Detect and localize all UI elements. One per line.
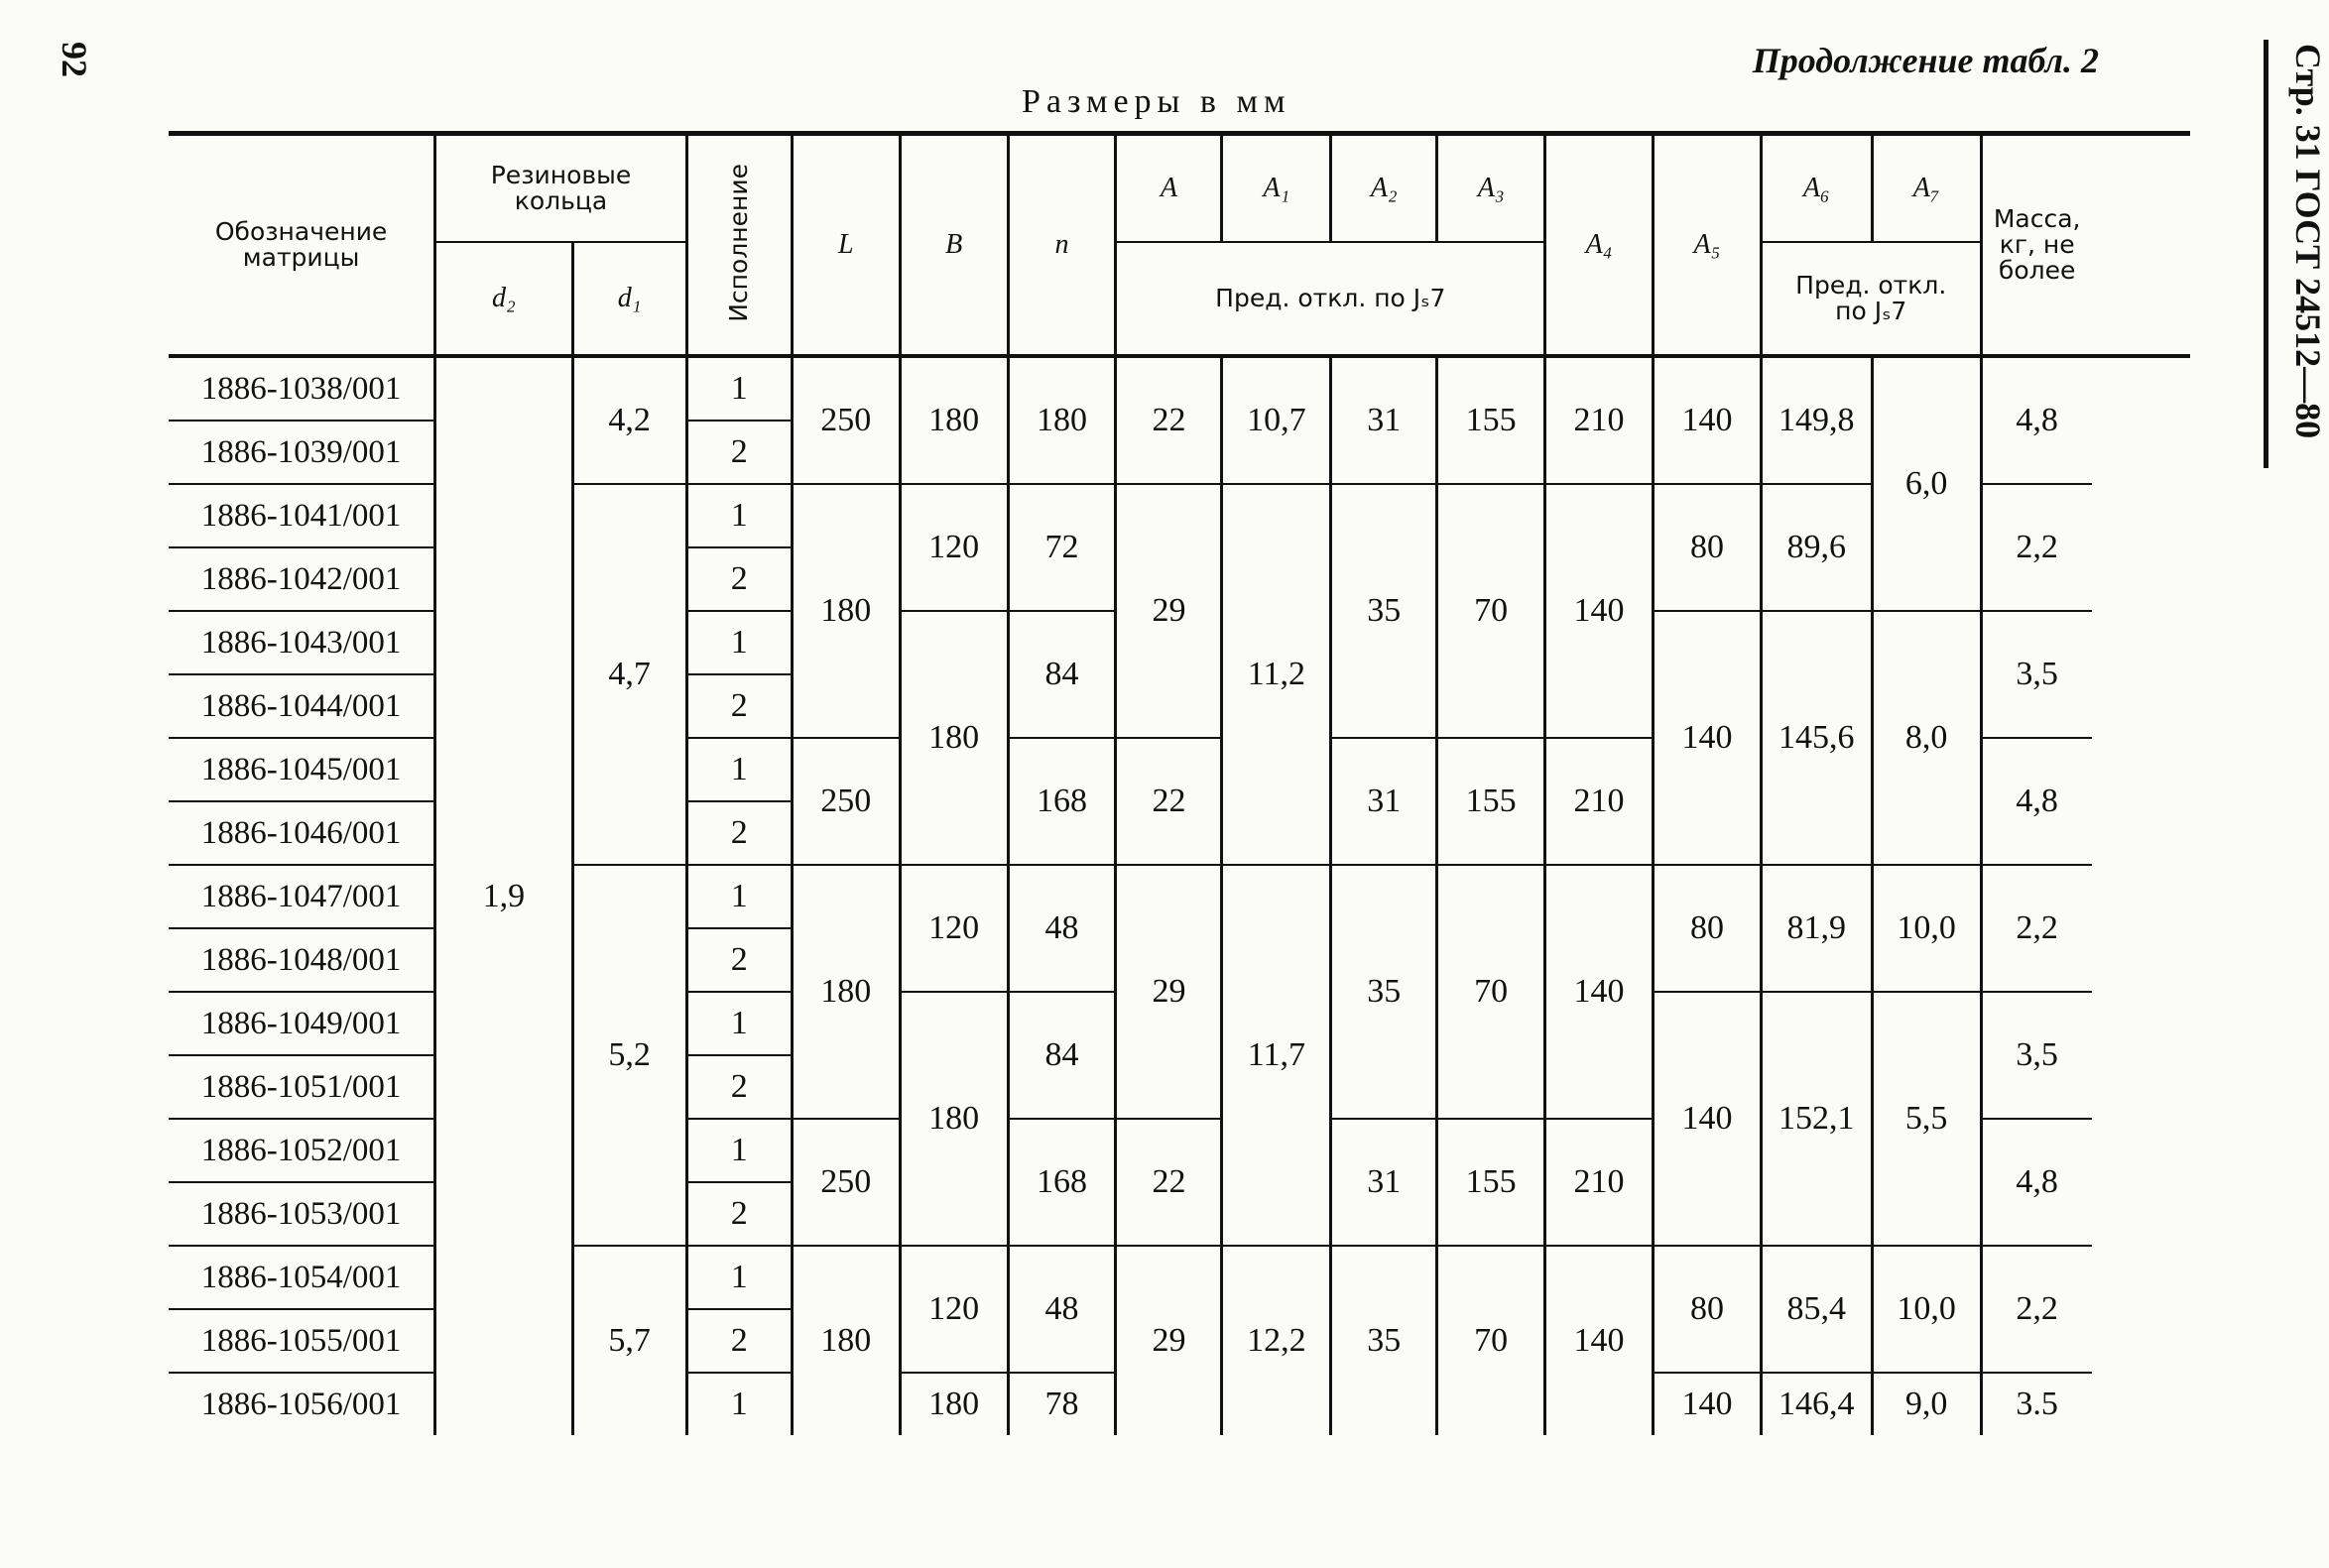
d1-cell: 4,7: [572, 484, 686, 865]
A2-cell: 31: [1331, 738, 1437, 865]
header-A1: A₁: [1222, 134, 1331, 243]
mass-cell: 3.5: [1981, 1373, 2092, 1435]
A6-cell: 81,9: [1761, 865, 1872, 992]
dimensions-table: [169, 131, 2190, 1435]
d1-cell: 5,2: [572, 865, 686, 1246]
A-cell: 29: [1116, 1246, 1222, 1435]
header-B: B: [900, 134, 1008, 357]
n-cell: 72: [1008, 484, 1116, 611]
designation-cell: 1886-1053/001: [169, 1182, 435, 1246]
A7-cell: 10,0: [1872, 865, 1981, 992]
header-mass: Масса, кг, не более: [1981, 134, 2092, 357]
d1-cell: 4,2: [572, 356, 686, 484]
header-tolerance-a: Пред. откл. по Jₛ7: [1116, 242, 1545, 356]
B-cell: 120: [900, 484, 1008, 611]
A5-cell: 140: [1654, 611, 1762, 865]
B-cell: 180: [900, 1373, 1008, 1435]
designation-cell: 1886-1042/001: [169, 547, 435, 611]
exec-cell: 2: [686, 547, 792, 611]
A3-cell: 155: [1437, 356, 1545, 484]
mass-cell: 4,8: [1981, 356, 2092, 484]
mass-cell: 2,2: [1981, 865, 2092, 992]
A6-cell: 152,1: [1761, 992, 1872, 1246]
exec-cell: 1: [686, 356, 792, 421]
L-cell: 180: [792, 484, 900, 738]
d2-cell: 1,9: [435, 356, 572, 1435]
mass-cell: 4,8: [1981, 738, 2092, 865]
header-A3: A₃: [1437, 134, 1545, 243]
A5-cell: 140: [1654, 992, 1762, 1246]
designation-cell: 1886-1054/001: [169, 1246, 435, 1309]
A7-cell: 8,0: [1872, 611, 1981, 865]
mass-cell: 2,2: [1981, 1246, 2092, 1373]
header-A: A: [1116, 134, 1222, 243]
A5-cell: 80: [1654, 865, 1762, 992]
L-cell: 250: [792, 1119, 900, 1246]
exec-cell: 2: [686, 1309, 792, 1373]
n-cell: 168: [1008, 738, 1116, 865]
A-cell: 29: [1116, 484, 1222, 738]
side-standard-label: Стр. 31 ГОСТ 24512—80: [2288, 44, 2328, 439]
B-cell: 120: [900, 1246, 1008, 1373]
exec-cell: 2: [686, 421, 792, 484]
A-cell: 22: [1116, 1119, 1222, 1246]
A7-cell: 5,5: [1872, 992, 1981, 1246]
page-number: 92: [55, 42, 94, 77]
L-cell: 180: [792, 865, 900, 1119]
A-cell: 29: [1116, 865, 1222, 1119]
A3-cell: 70: [1437, 1246, 1545, 1435]
header-A7: A₇: [1872, 134, 1981, 243]
exec-cell: 1: [686, 611, 792, 674]
n-cell: 168: [1008, 1119, 1116, 1246]
A5-cell: 80: [1654, 1246, 1762, 1373]
header-A6: A₆: [1761, 134, 1872, 243]
A4-cell: 140: [1545, 1246, 1654, 1435]
header-designation: Обозначение матрицы: [214, 217, 388, 272]
n-cell: 84: [1008, 992, 1116, 1119]
A6-cell: 146,4: [1761, 1373, 1872, 1435]
units-caption: Размеры в мм: [1022, 83, 1291, 120]
header-A4: A₄: [1545, 134, 1654, 357]
A2-cell: 35: [1331, 865, 1437, 1119]
L-cell: 250: [792, 738, 900, 865]
n-cell: 84: [1008, 611, 1116, 738]
A-cell: 22: [1116, 356, 1222, 484]
A4-cell: 210: [1545, 356, 1654, 484]
A2-cell: 35: [1331, 1246, 1437, 1435]
designation-cell: 1886-1051/001: [169, 1055, 435, 1119]
designation-cell: 1886-1038/001: [200, 370, 402, 407]
header-n: n: [1008, 134, 1116, 357]
exec-cell: 1: [686, 1246, 792, 1309]
A4-cell: 210: [1545, 1119, 1654, 1246]
exec-cell: 1: [686, 1119, 792, 1182]
A1-cell: 10,7: [1222, 356, 1331, 484]
exec-cell: 1: [686, 992, 792, 1055]
n-cell: 48: [1008, 865, 1116, 992]
mass-cell: 3,5: [1981, 611, 2092, 738]
A5-cell: 80: [1654, 484, 1762, 611]
exec-cell: 1: [686, 865, 792, 928]
side-rule: [2264, 40, 2268, 468]
designation-cell: 1886-1041/001: [169, 484, 435, 547]
exec-cell: 2: [686, 801, 792, 865]
header-rings: Резиновые кольца: [435, 134, 687, 243]
A7-cell: 9,0: [1872, 1373, 1981, 1435]
B-cell: 180: [900, 356, 1008, 484]
designation-cell: 1886-1056/001: [169, 1373, 435, 1435]
B-cell: 120: [900, 865, 1008, 992]
B-cell: 180: [900, 611, 1008, 865]
exec-cell: 2: [686, 674, 792, 738]
A2-cell: 35: [1331, 484, 1437, 738]
designation-cell: 1886-1047/001: [169, 865, 435, 928]
designation-cell: 1886-1045/001: [169, 738, 435, 801]
A4-cell: 210: [1545, 738, 1654, 865]
mass-cell: 3,5: [1981, 992, 2092, 1119]
header-A2: A₂: [1331, 134, 1437, 243]
exec-cell: 2: [686, 928, 792, 992]
designation-cell: 1886-1044/001: [169, 674, 435, 738]
A1-cell: 11,7: [1222, 865, 1331, 1246]
A6-cell: 85,4: [1761, 1246, 1872, 1373]
A3-cell: 70: [1437, 865, 1545, 1119]
designation-cell: 1886-1043/001: [169, 611, 435, 674]
L-cell: 180: [792, 1246, 900, 1435]
designation-cell: 1886-1048/001: [169, 928, 435, 992]
designation-cell: 1886-1052/001: [169, 1119, 435, 1182]
exec-cell: 1: [686, 738, 792, 801]
L-cell: 250: [792, 356, 900, 484]
header-d1: d₁: [572, 242, 686, 356]
designation-cell: 1886-1039/001: [169, 421, 435, 484]
A2-cell: 31: [1331, 356, 1437, 484]
A3-cell: 70: [1437, 484, 1545, 738]
mass-cell: 4,8: [1981, 1119, 2092, 1246]
header-tolerance-a6: Пред. откл. по Jₛ7: [1761, 242, 1981, 356]
A-cell: 22: [1116, 738, 1222, 865]
A4-cell: 140: [1545, 865, 1654, 1119]
n-cell: 180: [1008, 356, 1116, 484]
A2-cell: 31: [1331, 1119, 1437, 1246]
A7-cell: 10,0: [1872, 1246, 1981, 1373]
A7-cell: 6,0: [1872, 356, 1981, 611]
A4-cell: 140: [1545, 484, 1654, 738]
continuation-caption: Продолжение табл. 2: [1752, 41, 2099, 80]
A1-cell: 12,2: [1222, 1246, 1331, 1435]
exec-cell: 1: [686, 484, 792, 547]
exec-cell: 1: [686, 1373, 792, 1435]
exec-cell: 2: [686, 1055, 792, 1119]
header-A5: A₅: [1654, 134, 1762, 357]
d1-cell: 5,7: [572, 1246, 686, 1435]
B-cell: 180: [900, 992, 1008, 1246]
header-d2: d₂: [435, 242, 572, 356]
n-cell: 48: [1008, 1246, 1116, 1373]
A3-cell: 155: [1437, 738, 1545, 865]
header-execution: Исполнение: [686, 134, 792, 357]
mass-cell: 2,2: [1981, 484, 2092, 611]
n-cell: 78: [1008, 1373, 1116, 1435]
A6-cell: 145,6: [1761, 611, 1872, 865]
A1-cell: 11,2: [1222, 484, 1331, 865]
A6-cell: 89,6: [1761, 484, 1872, 611]
A5-cell: 140: [1654, 1373, 1762, 1435]
A5-cell: 140: [1654, 356, 1762, 484]
designation-cell: 1886-1046/001: [169, 801, 435, 865]
designation-cell: 1886-1049/001: [169, 992, 435, 1055]
header-L: L: [792, 134, 900, 357]
A3-cell: 155: [1437, 1119, 1545, 1246]
exec-cell: 2: [686, 1182, 792, 1246]
designation-cell: 1886-1055/001: [169, 1309, 435, 1373]
A6-cell: 149,8: [1761, 356, 1872, 484]
